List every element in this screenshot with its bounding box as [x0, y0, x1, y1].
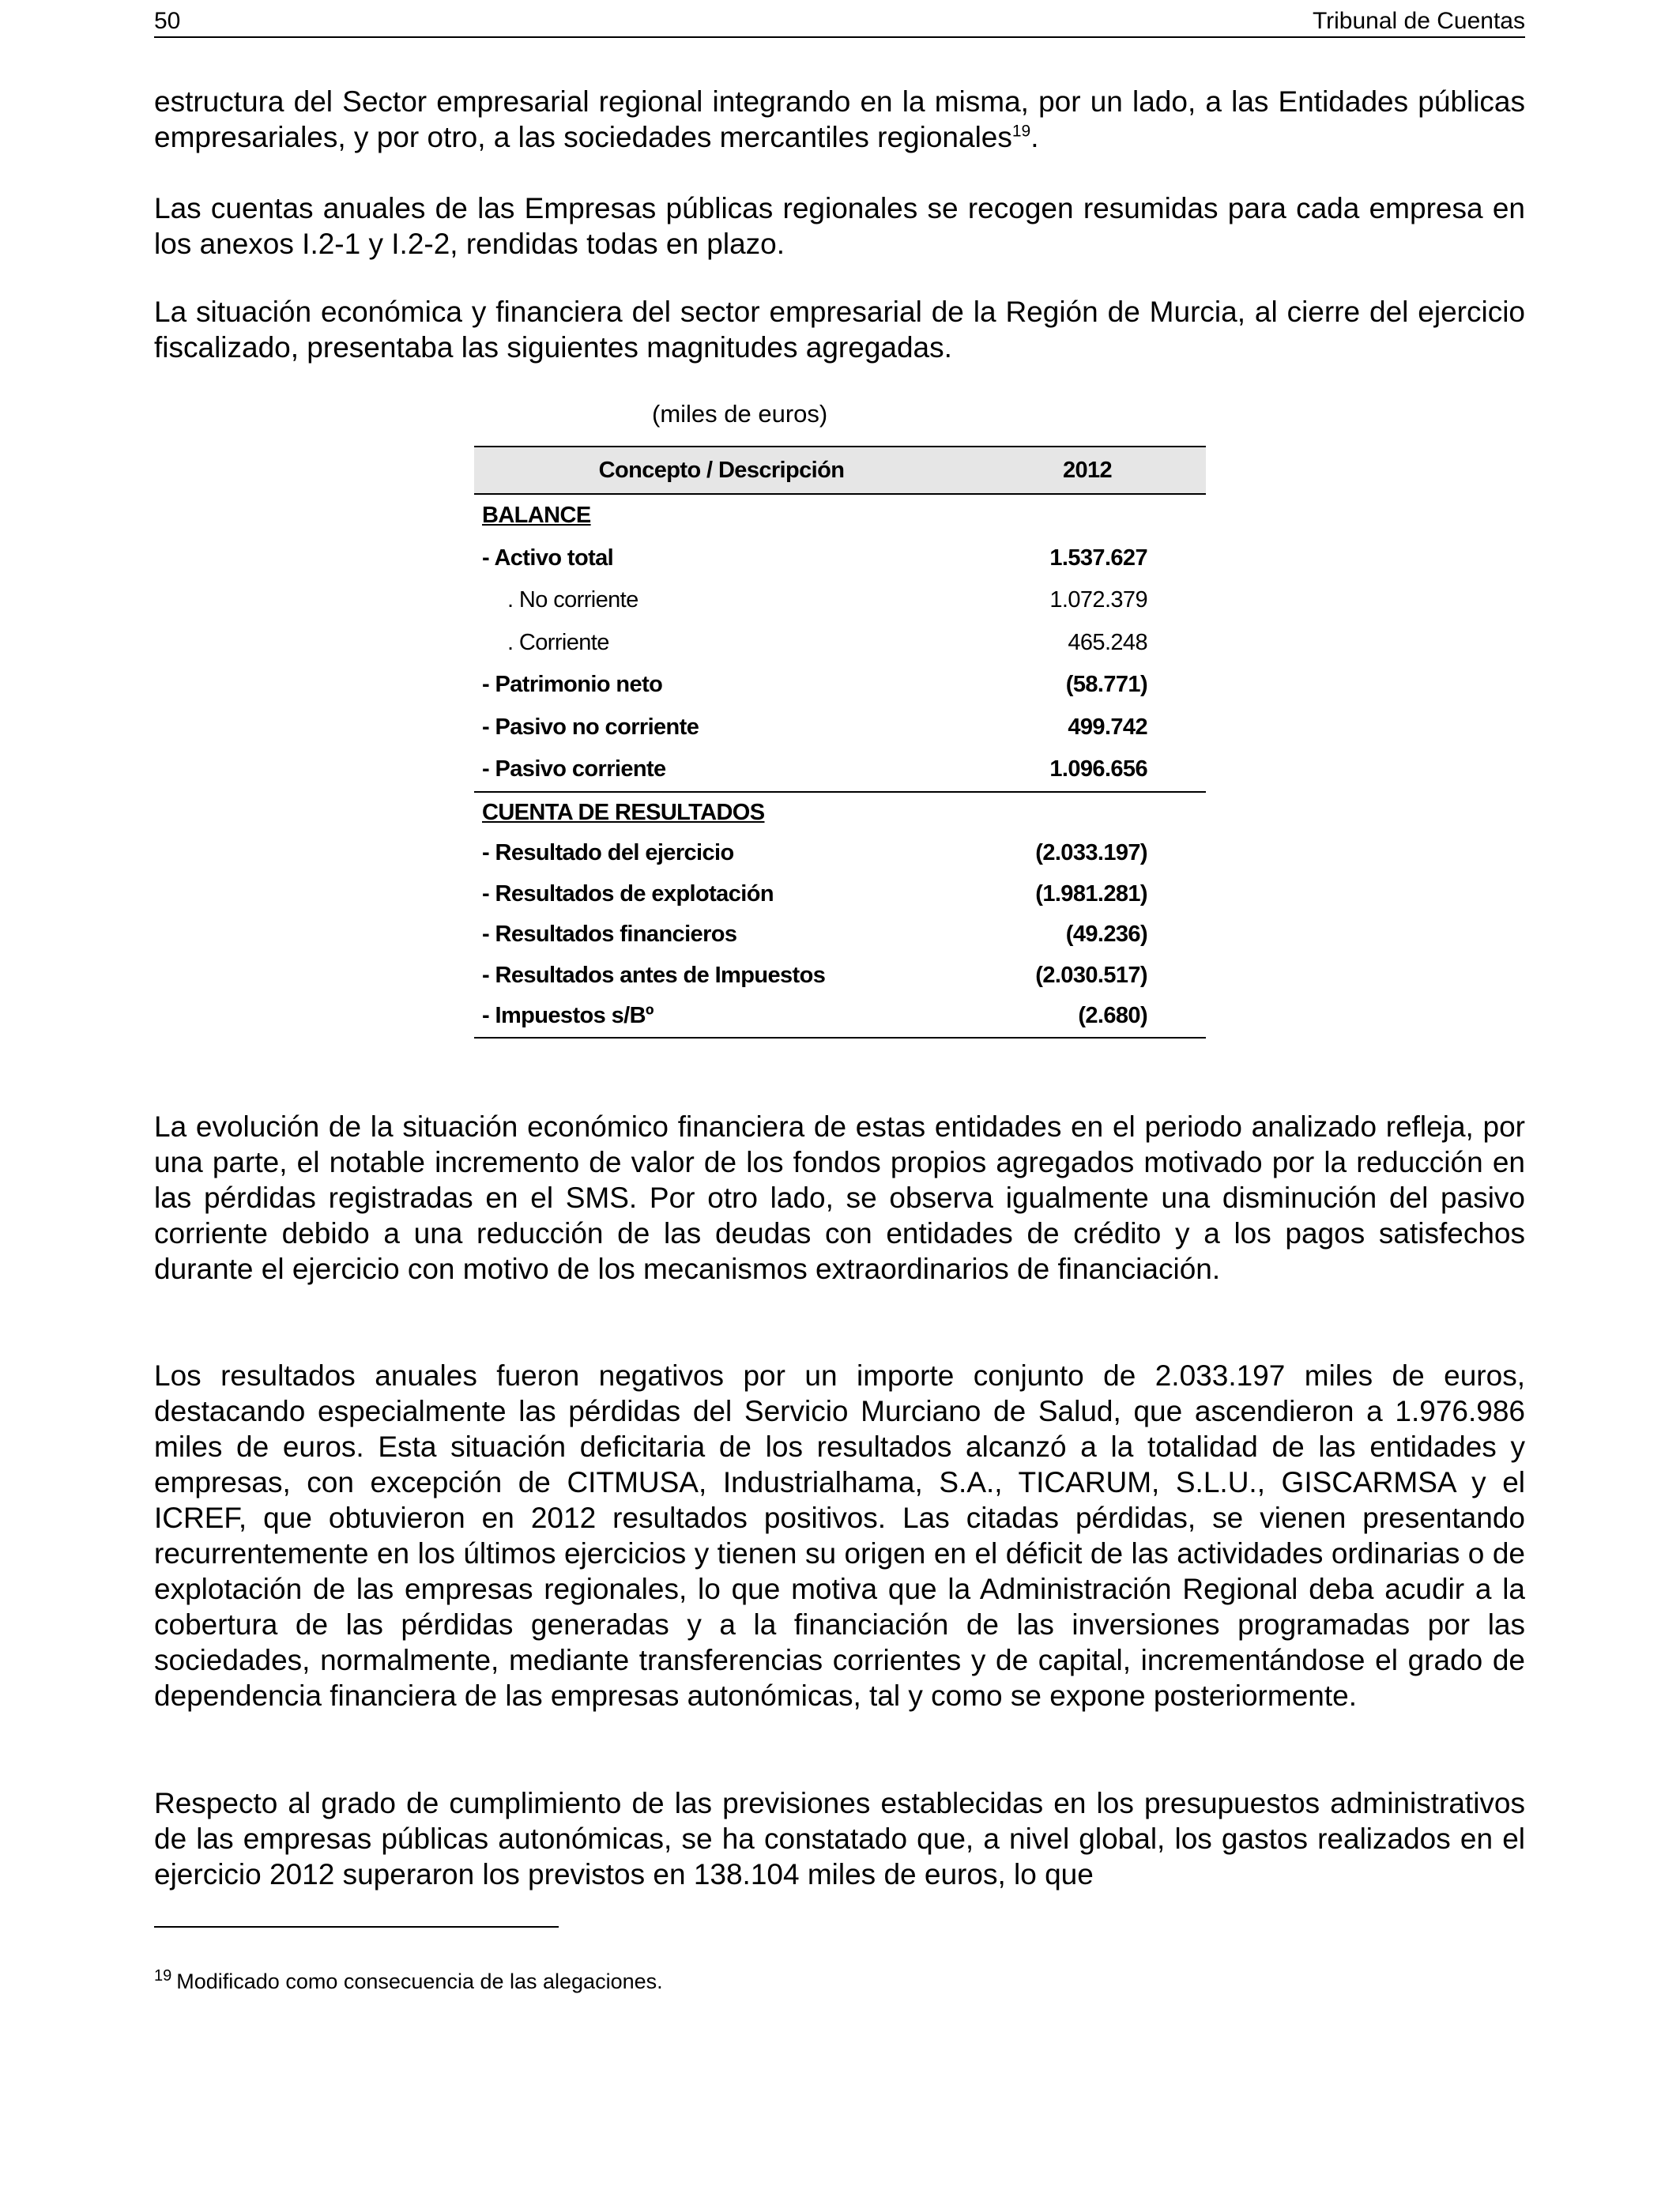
footnote-separator [154, 1926, 559, 1928]
row-label: - Resultados financieros [482, 922, 737, 948]
financial-summary-table [474, 446, 1206, 1039]
paragraph-6: Respecto al grado de cumplimiento de las previsiones establecidas en los presupuestos administrativos de las empresas públicas autonómicas, se ha constatado que, a nivel global, los gastos realizados en el ejercicio 2012 superaron los previstos en 138.104 miles de euros, lo que [154, 1787, 1525, 1891]
row-value: (2.030.517) [1035, 962, 1147, 988]
row-value: 1.096.656 [1049, 756, 1147, 782]
row-value: (2.033.197) [1035, 840, 1147, 866]
table-row-resultados-antes-impuestos [474, 956, 1206, 997]
paragraph-5: Los resultados anuales fueron negativos por un importe conjunto de 2.033.197 miles de euros, destacando especialmente las pérdidas del Servicio Murciano de Salud, que ascendieron a 1.976.986 miles de euros. Esta situación deficitaria de los resultados alcanzó a la totalidad de las entidades y empresas, con excepción de CITMUSA, Industrialhama, S.A., TICARUM, S.L.U., GISCARMSA y el ICREF, que obtuvieron en 2012 resultados positivos. Las citadas pérdidas, se vienen presentando recurrentemente en los últimos ejercicios y tienen su origen en el déficit de las actividades ordinarias o de explotación de las empresas regionales, lo que motiva que la Administración Regional deba acudir a la cobertura de las pérdidas generadas y a la financiación de las inversiones programadas por las sociedades, normalmente, mediante transferencias corrientes y de capital, incrementándose el grado de dependencia financiera de las empresas autonómicas, tal y como se expone posteriormente. [154, 1359, 1525, 1712]
row-label: - Resultados de explotación [482, 880, 774, 907]
row-label: . Corriente [507, 629, 609, 655]
row-label: - Patrimonio neto [482, 672, 663, 698]
footnote-19 [154, 1967, 663, 1994]
table-unit-label: (miles de euros) [652, 400, 828, 428]
row-label: - Impuestos s/Bº [482, 1003, 654, 1029]
paragraph-1 [154, 84, 1525, 155]
row-value: (58.771) [1065, 672, 1147, 698]
paragraph-1-end: . [1030, 121, 1039, 153]
column-header-concept: Concepto / Descripción [598, 457, 845, 483]
footnote-text: Modificado como consecuencia de las alegaciones. [176, 1970, 663, 1993]
table-row-corriente [474, 622, 1206, 665]
table-row-resultados-explotacion [474, 874, 1206, 915]
paragraph-4: La evolución de la situación económico financiera de estas entidades en el periodo analizado refleja, por una parte, el notable incremento de valor de los fondos propios agregados motivado por la reducción en las pérdidas registradas en el SMS. Por otro lado, se observa igualmente una disminución del pasivo corriente debido a una reducción de las deudas con entidades de crédito y a los pagos satisfechos durante el ejercicio con motivo de los mecanismos extraordinarios de financiación. [154, 1110, 1525, 1285]
page-header [154, 5, 1525, 38]
table-row-pasivo-corriente [474, 748, 1206, 793]
row-value: 1.537.627 [1049, 545, 1147, 571]
row-value: (1.981.281) [1035, 880, 1147, 907]
row-label: - Pasivo corriente [482, 756, 666, 782]
paragraph-2: Las cuentas anuales de las Empresas públicas regionales se recogen resumidas para cada empresa en los anexos I.2-1 y I.2-2, rendidas todas en plazo. [154, 192, 1525, 260]
table-row-no-corriente [474, 579, 1206, 622]
running-title: Tribunal de Cuentas [1312, 8, 1525, 34]
row-value: 465.248 [1068, 629, 1147, 655]
row-label: - Pasivo no corriente [482, 714, 699, 740]
row-label: CUENTA DE RESULTADOS [482, 799, 765, 825]
table-row-balance-section [474, 495, 1206, 537]
row-label: . No corriente [507, 587, 638, 613]
table-row-resultados-section [474, 793, 1206, 834]
row-value: (2.680) [1078, 1003, 1147, 1029]
column-header-year: 2012 [1062, 457, 1113, 483]
table-row-resultados-financieros [474, 914, 1206, 956]
row-label: - Resultado del ejercicio [482, 840, 734, 866]
row-value: (49.236) [1065, 922, 1147, 948]
paragraph-3: La situación económica y financiera del sector empresarial de la Región de Murcia, al cierre del ejercicio fiscalizado, presentaba las siguientes magnitudes agregadas. [154, 296, 1525, 364]
table-row-resultado-ejercicio [474, 833, 1206, 874]
row-label: - Resultados antes de Impuestos [482, 962, 826, 988]
row-label: - Activo total [482, 545, 614, 571]
row-value: 1.072.379 [1049, 587, 1147, 613]
table-row-pasivo-no-corriente [474, 707, 1206, 749]
page-number: 50 [154, 8, 181, 34]
table-header-row [474, 446, 1206, 495]
footnote-ref-19[interactable]: 19 [1011, 122, 1031, 141]
row-label: BALANCE [482, 503, 591, 529]
table-row-impuestos [474, 996, 1206, 1039]
footnote-number: 19 [154, 1967, 172, 1985]
paragraph-1-text: estructura del Sector empresarial regional integrando en la misma, por un lado, a las Entidades públicas empresariales, y por otro, a las sociedades mercantiles regionales [154, 85, 1525, 153]
row-value: 499.742 [1068, 714, 1147, 740]
table-row-activo-total [474, 537, 1206, 580]
table-row-patrimonio-neto [474, 664, 1206, 707]
